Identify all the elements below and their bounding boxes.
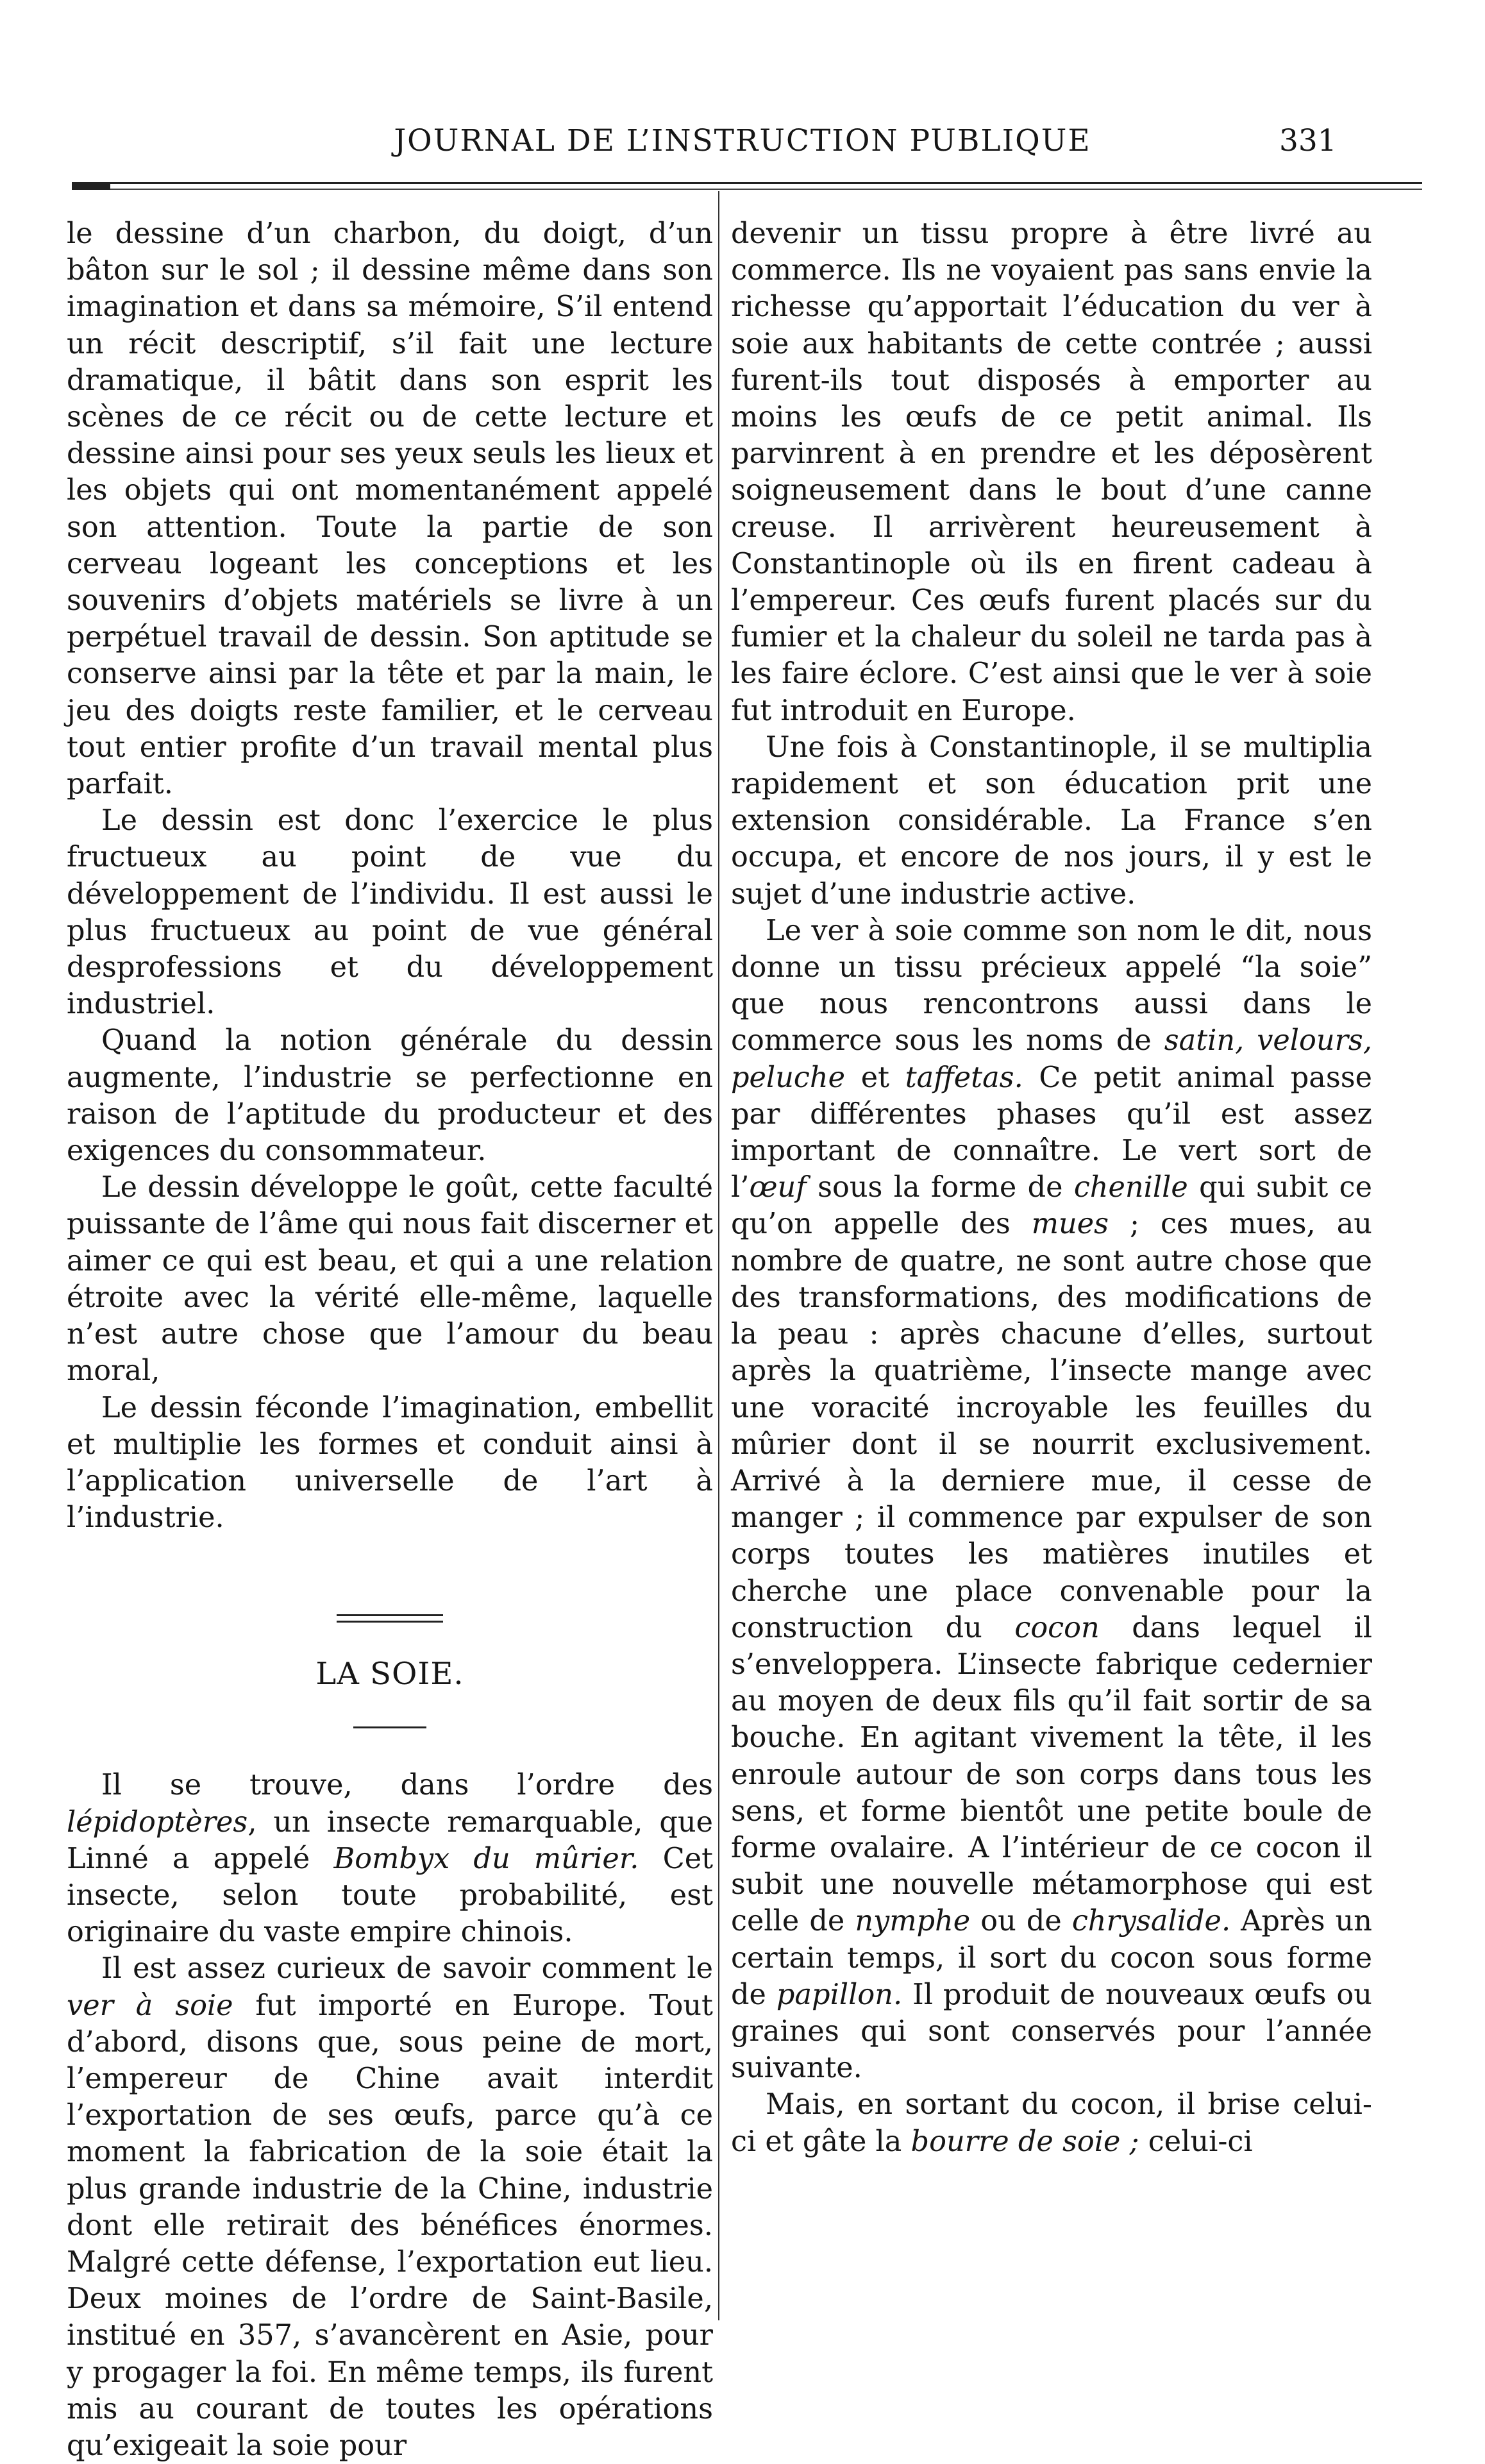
italic-term: cocon [1014, 1610, 1100, 1644]
text-run: sous la forme de [806, 1170, 1074, 1204]
header-rule-ornament [72, 184, 110, 190]
italic-term: chrysalide. [1071, 1904, 1231, 1938]
header-rule-secondary [72, 189, 1422, 190]
italic-term: bourre de soie ; [910, 2124, 1139, 2158]
text-run: et [845, 1060, 905, 1094]
page-number: 331 [1279, 123, 1337, 158]
section-separator [353, 1726, 426, 1728]
text-run: Il se trouve, dans l’ordre des [101, 1768, 713, 1802]
text-run: Cet insecte, selon toute probabilité, est originaire du vaste empire chinois. [67, 1841, 714, 1949]
text-run: Il produit de nouveaux œufs ou graines qui sont conservés pour l’année suivante. [731, 1977, 1372, 2085]
text-run: Ce petit animal passe par différentes phases qu’il est assez important de connaître. Le vert sort de l’ [731, 1060, 1372, 1204]
text-run: celui-ci [1139, 2124, 1253, 2158]
italic-term: mues [1031, 1207, 1109, 1241]
header-rule [72, 182, 1422, 184]
italic-term: taffetas. [905, 1060, 1023, 1094]
italic-term: nymphe [855, 1904, 971, 1938]
text-run: , un insecte remarquable, que Linné a appelé [67, 1805, 713, 1875]
paragraph: Une fois à Constantinople, il se multiplia rapidement et son éducation prit une extension considérable. La France s’en occupa, et encore de nos jours, il y est le sujet d’une industrie active. [731, 730, 1372, 911]
paragraph [731, 913, 1372, 2087]
text-run: Après un certain temps, il sort du cocon sous forme de [731, 1904, 1372, 2011]
text-run: ; ces mues, au nombre de quatre, ne sont autre chose que des transformations, des modifications de la peau : après chacune d’elles, surtout après la quatrième, l’insecte mange avec une voracité incroyable les feuilles du mûrier dont il se nourrit exclusivement. Arrivé à la derniere mue, il cesse de manger ; il commence par expulser de son corps toutes les matières inutiles et cherche une place convenable pour la construction du [731, 1207, 1372, 1644]
text-run: ou de [970, 1904, 1072, 1938]
section-separator-double [337, 1614, 443, 1623]
journal-title: JOURNAL DE L’INSTRUCTION PUBLIQUE [394, 123, 1091, 158]
italic-term: œuf [749, 1170, 807, 1204]
paragraph [67, 1767, 713, 1950]
paragraph: Quand la notion générale du dessin augmente, l’industrie se perfectionne en raison de l’aptitude du producteur et des exigences du consommateur. [67, 1024, 713, 1168]
right-column [731, 215, 1372, 2160]
section-title: LA SOIE. [315, 1656, 464, 1692]
running-header [0, 123, 1485, 174]
text-run: Mais, en sortant du cocon, il brise celui-ci et gâte la [731, 2088, 1372, 2158]
paragraph: le dessine d’un charbon, du doigt, d’un bâton sur le sol ; il dessine même dans son imagination et dans sa mémoire, S’il entend un récit descriptif, s’il fait une lecture dramatique, il bâtit dans son esprit les scènes de ce récit ou de cette lecture et dessine ainsi pour ses yeux seuls les lieux et les objets qui ont momentanément appelé son attention. Toute la partie de son cerveau logeant les conceptions et les souvenirs d’objets matériels se livre à un perpétuel travail de dessin. Son aptitude se conserve ainsi par la tête et par la main, le jeu des doigts reste familier, et le cerveau tout entier profite d’un travail mental plus parfait. [67, 217, 713, 801]
italic-term: papillon. [776, 1977, 903, 2011]
italic-term: chenille [1073, 1170, 1188, 1204]
italic-term: satin, velours, peluche [731, 1024, 1372, 1094]
paragraph [731, 2086, 1372, 2159]
paragraph: Le dessin féconde l’imagination, embellit et multiplie les formes et conduit ainsi à l’application universelle de l’art à l’industrie. [67, 1390, 713, 1535]
left-column [67, 215, 713, 2464]
italic-term: ver à soie [67, 1988, 233, 2022]
column-divider [718, 191, 719, 2320]
text-run: qui subit ce qu’on appelle des [731, 1170, 1372, 1241]
text-run: Il est assez curieux de savoir comment le [101, 1952, 713, 1986]
text-run: Le ver à soie comme son nom le dit, nous donne un tissu précieux appelé “la soie” que nous rencontrons aussi dans le commerce sous les noms de [731, 913, 1372, 1058]
paragraph: Le dessin développe le goût, cette faculté puissante de l’âme qui nous fait discerner et aimer ce qui est beau, et qui a une relation étroite avec la vérité elle-même, laquelle n’est autre chose que l’amour du beau moral, [67, 1170, 713, 1388]
text-run: fut importé en Europe. Tout d’abord, disons que, sous peine de mort, l’empereur de Chine avait interdit l’exportation de ses œufs, parce qu’à ce moment la fabrication de la soie était la plus grande industrie de la Chine, industrie dont elle retirait des bénéfices énormes. Malgré cette défense, l’exportation eut lieu. Deux moines de l’ordre de Saint-Basile, institué en 357, s’avancèrent en Asie, pour y progager la foi. En même temps, ils furent mis au courant de toutes les opérations qu’exigeait la soie pour [67, 1988, 713, 2462]
italic-term: Bombyx du mûrier. [333, 1841, 639, 1875]
italic-term: lépidoptères [67, 1805, 248, 1839]
text-run: dans lequel il s’enveloppera. L’insecte fabrique cedernier au moyen de deux fils qu’il fait sortir de sa bouche. En agitant vivement la tête, il les enroule autour de son corps dans tous les sens, et forme bientôt une petite boule de forme ovalaire. A l’intérieur de ce cocon il subit une nouvelle métamorphose qui est celle de [731, 1610, 1372, 1938]
paragraph: devenir un tissu propre à être livré au commerce. Ils ne voyaient pas sans envie la richesse qu’apportait l’éducation du ver à soie aux habitants de cette contrée ; aussi furent-ils tout disposés à emporter au moins les œufs de ce petit animal. Ils parvinrent à en prendre et les déposèrent soigneusement dans le bout d’une canne creuse. Il arrivèrent heureusement à Constantinople où ils en firent cadeau à l’empereur. Ces œufs furent placés sur du fumier et la chaleur du soleil ne tarda pas à les faire éclore. C’est ainsi que le ver à soie fut introduit en Europe. [731, 217, 1372, 727]
paragraph: Le dessin est donc l’exercice le plus fructueux au point de vue du développement de l’individu. Il est aussi le plus fructueux au point de vue général desprofessions et du développement industriel. [67, 804, 713, 1021]
paragraph [67, 1950, 713, 2464]
